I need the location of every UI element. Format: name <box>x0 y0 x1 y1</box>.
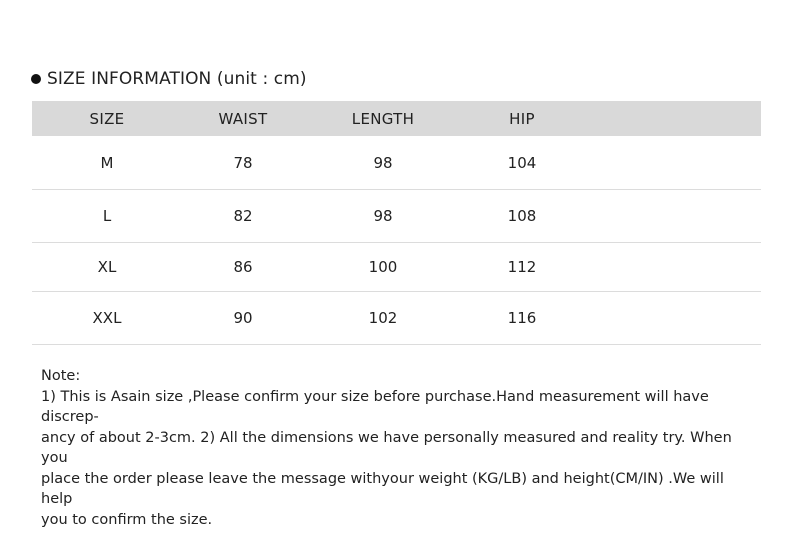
cell-size: M <box>100 153 114 172</box>
cell-size: XXL <box>92 309 122 327</box>
cell-waist: 86 <box>233 258 253 276</box>
cell-waist: 90 <box>233 309 253 327</box>
note-line: ancy of about 2-3cm. 2) All the dimensions we have personally measured and reality try. When you <box>41 429 732 466</box>
table-row <box>32 136 761 190</box>
header-size: SIZE <box>89 109 125 128</box>
header-length: LENGTH <box>351 109 415 128</box>
header-hip: HIP <box>509 109 535 128</box>
cell-waist: 82 <box>233 207 253 225</box>
header-waist: WAIST <box>218 109 268 128</box>
note-block <box>41 366 756 530</box>
cell-length: 98 <box>373 207 393 225</box>
cell-hip: 104 <box>507 153 537 172</box>
note-line: you to confirm the size. <box>41 511 213 528</box>
cell-hip: 116 <box>507 309 537 327</box>
cell-size: L <box>102 207 112 225</box>
section-heading <box>31 67 307 91</box>
bullet-icon <box>31 74 41 84</box>
note-label: Note: <box>41 368 81 384</box>
table-row <box>32 292 761 345</box>
size-table <box>32 101 761 345</box>
table-row <box>32 243 761 292</box>
table-header-row <box>32 101 761 136</box>
cell-size: XL <box>97 258 117 276</box>
cell-waist: 78 <box>233 153 253 172</box>
cell-hip: 112 <box>507 258 537 276</box>
table-row <box>32 190 761 243</box>
section-title: SIZE INFORMATION (unit : cm) <box>47 69 307 89</box>
cell-hip: 108 <box>507 207 537 225</box>
note-line: 1) This is Asain size ,Please confirm your size before purchase.Hand measurement will have discrep- <box>41 388 709 425</box>
cell-length: 102 <box>368 309 398 327</box>
cell-length: 98 <box>373 153 393 172</box>
note-line: place the order please leave the message withyour weight (KG/LB) and height(CM/IN) .We will help <box>41 470 724 507</box>
cell-length: 100 <box>368 258 398 276</box>
